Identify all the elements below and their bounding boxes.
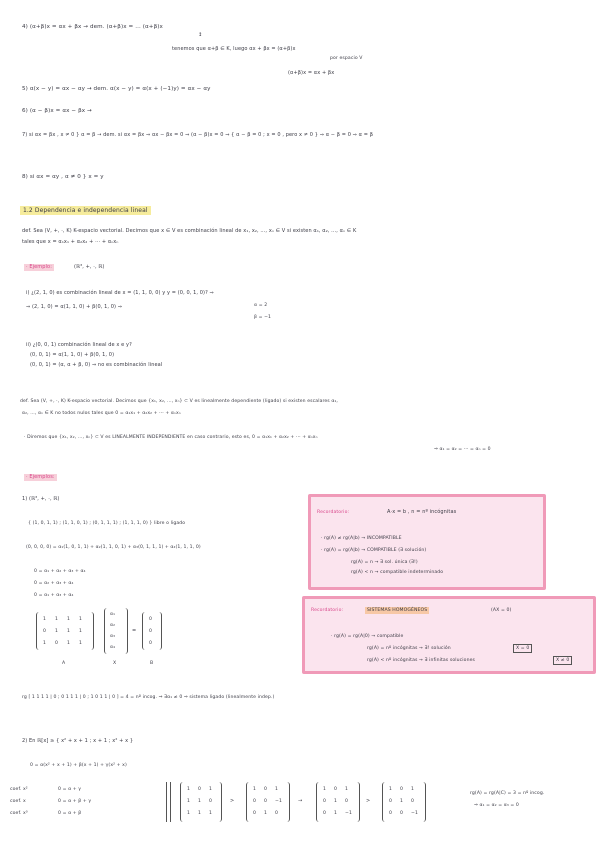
examples-label: · Ejemplos:: [26, 474, 55, 480]
prop-4-note-2: por espacio V: [330, 56, 363, 61]
separator-2: [170, 782, 171, 822]
label-x: X: [113, 661, 117, 666]
example-space: (ℝ³, +, ·, ℝ): [74, 264, 105, 270]
reminder-1-r2: · rg(A) = rg(A|b) → COMPATIBLE (∃ solución): [321, 548, 427, 553]
reminder-1-eq: A·x = b , n = nº incógnitas: [387, 509, 457, 515]
equals-sign: =: [132, 628, 137, 634]
example-2-result: ⇒ α₁ = α₂ = α₃ = 0: [474, 803, 519, 808]
prop-4-arrow: ↕: [198, 32, 203, 38]
def-independence: · Diremos que {x₁, x₂, ..., xₙ} ⊂ V es LINEALMENTE INDEPENDIENTE en caso contrario, esto es, 0 = α₁x₁ + α₂x₂ + ··· + αₙxₙ: [24, 435, 318, 440]
example-1-sys-3: 0 = α₁ + α₃ + α₄: [34, 593, 74, 598]
example-i: i) ¿(2, 1, 0) es combinación lineal de x = (1, 1, 0, 0) y y = (0, 0, 1, 0)? ⇒: [26, 290, 214, 296]
def-combination-2: tales que x = α₁x₁ + α₂x₂ + ··· + αₙxₙ: [22, 239, 119, 245]
example-1-sys-1: 0 = α₁ + α₂ + α₃ + α₄: [34, 569, 86, 574]
reminder-2-r3-box: X ≠ 0: [553, 656, 572, 665]
coef-x: coef. x: [10, 799, 26, 804]
example-ii-eq-2: (0, 0, 1) = (α, α + β, 0) ⇒ no es combinación lineal: [30, 362, 163, 368]
reminder-box-1: [308, 494, 546, 590]
reminder-2-r1: · rg(A) = rg(A|0) → compatible: [331, 634, 404, 639]
prop-8: 8) si αx = αy , α ≠ 0 } x = y: [22, 174, 104, 180]
matrix-3: 1 0 1 1 1 0 1 1 1: [180, 782, 222, 822]
example-label: · Ejemplo:: [26, 264, 52, 270]
example-2-sys-1: 0 = α + γ: [58, 787, 82, 792]
matrix-6: 1 0 1 0 1 0 0 0 −1: [382, 782, 426, 822]
prop-6: 6) (α − β)x = αx − βx →: [22, 108, 92, 114]
example-2-sys-2: 0 = α + β + γ: [58, 799, 92, 804]
example-1-sys-2: 0 = α₂ + α₃ + α₄: [34, 581, 74, 586]
def-dependence-2: α₂, ..., αₙ ∈ K no todos nulos tales que 0 = α₁x₁ + α₂x₂ + ··· + αₙxₙ: [22, 411, 181, 416]
reminder-box-2: [302, 596, 596, 674]
def-independence-2: ⇒ α₁ = α₂ = ··· = αₙ = 0: [434, 447, 491, 452]
reminder-2-r2-box: X = 0: [513, 644, 532, 653]
reminder-2-r3: rg(A) < nº incógnitas → ∃ infinitas soluciones: [367, 658, 475, 663]
label-b: B: [150, 661, 154, 666]
reminder-2-eq: (AX = 0): [491, 608, 512, 613]
def-combination: def. Sea (V, +, ·, K) K-espacio vectorial. Decimos que x ∈ V es combinación lineal de x₁, x₂, ..., xₙ ∈ V si existen α₁, α₂, ..., αₙ ∈ K: [22, 228, 357, 234]
prop-7: 7) si αx = βx , x ≠ 0 } α = β → dem. si αx = βx ⇒ αx − βx = 0 ⇒ (α − β)x = 0 ⇒ { α − β = 0 ; x = 0 , pero x ≠ 0 } ⇒ α − β = 0 ⇒ α = β: [22, 132, 374, 138]
example-2-eq: 0 = α(x² + x + 1) + β(x + 1) + γ(x² + x): [30, 763, 127, 768]
reminder-2-title: Recordatorio:: [311, 608, 344, 613]
example-ii-eq: (0, 0, 1) = α(1, 1, 0) + β(0, 1, 0): [30, 352, 115, 358]
example-ii: ii) ¿(0, 0, 1) combinación lineal de x e y?: [26, 342, 132, 348]
reminder-1-r4: rg(A) < n → compatible indeterminado: [351, 570, 444, 575]
reminder-2-subtitle: SISTEMAS HOMOGÉNEOS: [367, 608, 428, 613]
reminder-1-r1: · rg(A) ≠ rg(A|b) → INCOMPATIBLE: [321, 536, 402, 541]
matrix-a: 1 1 1 1 0 1 1 1 1 0 1 1: [36, 612, 94, 650]
example-2: 2) En ℝ[x] ≥ { x² + x + 1 ; x + 1 ; x² + x }: [22, 738, 134, 744]
coef-x0: coef. x⁰: [10, 811, 28, 816]
gt-1: >: [230, 798, 235, 804]
example-i-alpha: α = 2: [254, 303, 268, 308]
example-i-beta: β = −1: [254, 315, 272, 320]
reminder-1-r3: rg(A) = n → ∃ sol. única (∃!): [351, 560, 418, 565]
rank-statement: rg [ 1 1 1 1 | 0 ; 0 1 1 1 | 0 ; 1 0 1 1 | 0 ] = 4 = nº incog. ⇒ ∃α₁ ≠ 0 ⇒ sistema ligado (linealmente indep.): [22, 695, 275, 700]
prop-4-result: (α+β)x = αx + βx: [288, 70, 335, 76]
example-1-eq: (0, 0, 0, 0) = α₁(1, 0, 1, 1) + α₂(1, 1, 0, 1) + α₃(0, 1, 1, 1) + α₄(1, 1, 1, 0): [26, 545, 201, 550]
coef-x2: coef. x²: [10, 787, 28, 792]
example-2-rank: rg(A) = rg(A|C) = 3 = nº incog.: [470, 791, 545, 796]
example-1-set: { (1, 0, 1, 1) ; (1, 1, 0, 1) ; (0, 1, 1, 1) ; (1, 1, 1, 0) } libre o ligado: [28, 521, 186, 526]
example-i-eq: ⇒ (2, 1, 0) = α(1, 1, 0) + β(0, 1, 0) ⇒: [26, 304, 123, 310]
prop-4-note: tenemos que α+β ∈ K, luego αx + βx = (α+β)x: [172, 46, 296, 52]
vector-x: α₁ α₂ α₃ α₄: [104, 608, 128, 654]
separator-1: [166, 782, 167, 822]
example-1: 1) (ℝ³, +, ·, ℝ): [22, 496, 60, 502]
label-a: A: [62, 661, 66, 666]
example-2-sys-3: 0 = α + β: [58, 811, 82, 816]
prop-5: 5) α(x − y) = αx − αy → dem. α(x − y) = α(x + (−1)y) = αx − αy: [22, 86, 211, 92]
matrix-5: 1 0 1 0 1 0 0 1 −1: [316, 782, 360, 822]
vector-b: 0 0 0: [142, 612, 162, 650]
reminder-2-r2: rg(A) = nº incógnitas → ∃! solución: [367, 646, 451, 651]
matrix-4: 1 0 1 0 0 −1 0 1 0: [246, 782, 290, 822]
gt-2: >: [366, 798, 371, 804]
arrow-1: →: [298, 798, 303, 804]
reminder-1-title: Recordatorio:: [317, 510, 350, 515]
section-heading: 1.2 Dependencia e independencia lineal: [20, 206, 151, 215]
def-dependence: def. Sea (V, +, ·, K) K-espacio vectorial. Decimos que {x₁, x₂, ..., xₙ} ⊂ V es linealmente dependiente (ligado) si existen escalares α₁,: [20, 399, 338, 404]
prop-4: 4) (α+β)x = αx + βx → dem. (α+β)x = ... (α+β)x: [22, 24, 163, 30]
